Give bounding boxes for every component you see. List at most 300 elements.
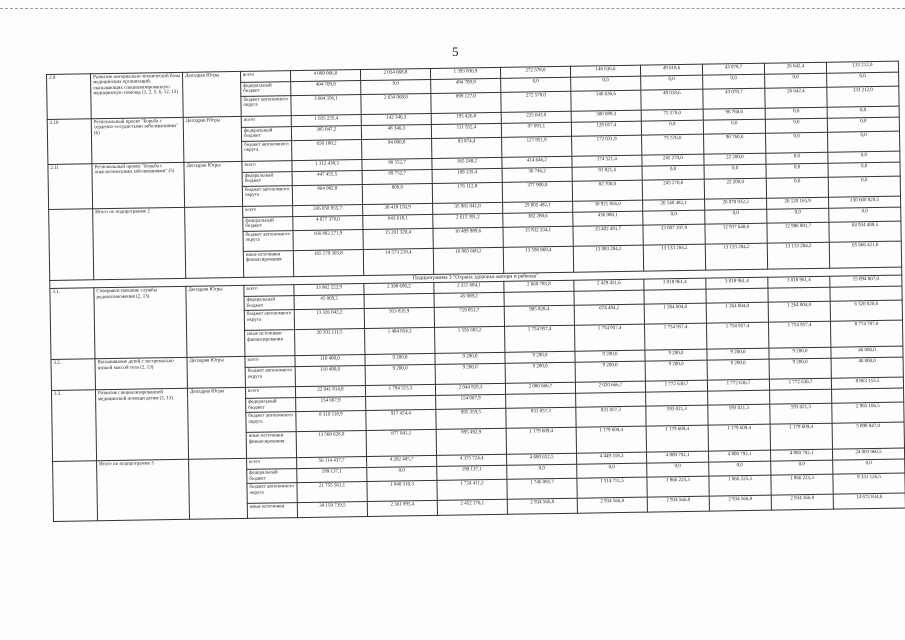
value-cell: 65 666 421,0 (829, 241, 901, 268)
value-cell: 0,0 (765, 73, 827, 88)
funding-source: всего (242, 161, 292, 173)
value-cell: 29 805 492,1 (503, 201, 573, 213)
value-cell: 43 078,7 (703, 88, 765, 109)
value-cell: 2 080 666,7 (505, 383, 575, 395)
value-cell: 245 270,0 (642, 179, 704, 200)
value-cell: 831 057,3 (506, 408, 576, 429)
value-cell: 1 754 957,4 (505, 326, 575, 353)
value-cell: 593 021,3 (708, 404, 770, 425)
value-cell: 64 934 408,5 (829, 221, 901, 242)
value-cell: 1 179 609,4 (506, 428, 576, 455)
value-cell (646, 391, 708, 406)
value-cell: 1 484 854,3 (365, 328, 435, 355)
value-cell: 9 200,0 (645, 360, 707, 381)
value-cell: 8 863 153,5 (831, 377, 903, 389)
value-cell: 15 402 491,7 (573, 225, 643, 246)
item-executor: Депздрав Югры (187, 388, 246, 460)
value-cell (708, 390, 770, 405)
value-cell: 26 070 932,2 (705, 198, 767, 210)
value-cell: 2 020 666,7 (575, 381, 645, 393)
value-cell: 199 137,1 (437, 466, 507, 481)
value-cell: 22 041 814,8 (295, 386, 365, 398)
value-cell: 4 099 066,0 (290, 70, 360, 82)
budget-table-body (47, 61, 905, 522)
value-cell: 35 981 041,0 (433, 202, 503, 214)
value-cell: 15 094 807,0 (830, 275, 902, 287)
value-cell: 1 866 225,3 (647, 476, 709, 497)
item-executor: Депздрав Югры (182, 71, 241, 117)
value-cell: 2 321 604,1 (434, 282, 504, 294)
value-cell: 0,0 (703, 74, 765, 89)
value-cell: 593 021,3 (770, 403, 832, 424)
value-cell: 0,0 (766, 177, 828, 198)
value-cell (706, 288, 768, 303)
value-cell: 1 794 515,5 (365, 385, 435, 397)
value-cell: 9 200,0 (707, 348, 769, 360)
value-cell: 2 034 068,8 (361, 93, 431, 114)
value-cell: 96 760,0 (704, 133, 766, 154)
value-cell: 165 179 305,8 (293, 250, 363, 277)
value-cell: 0,0 (828, 131, 900, 152)
funding-source: бюджет автономного округа (246, 412, 296, 433)
value-cell: 0,0 (766, 152, 828, 164)
value-cell: 414 646,2 (502, 156, 572, 168)
value-cell: 56 114 437,7 (297, 457, 367, 469)
item-executor: Депздрав Югры (183, 116, 242, 162)
value-cell: 0,0 (367, 467, 437, 482)
value-cell: 75 570,0 (641, 109, 703, 121)
value-cell: 91 821,4 (572, 166, 642, 181)
value-cell: 49 018,6 (640, 64, 702, 76)
value-cell: 9 200,0 (365, 354, 435, 366)
value-cell: 75 570,0 (642, 134, 704, 155)
funding-source: бюджет автономного округа (242, 141, 292, 162)
value-cell: 0,0 (766, 163, 828, 178)
value-cell: 1 772 630,7 (645, 380, 707, 392)
value-cell: 9 200,0 (505, 363, 575, 384)
value-cell: 8 319 118,9 (296, 411, 366, 432)
value-cell: 9 331 126,5 (833, 473, 905, 494)
value-cell: 30 921 856,0 (573, 200, 643, 212)
value-cell: 15 083 284,2 (573, 245, 643, 272)
value-cell: 195 426,8 (431, 112, 501, 124)
item-executor (185, 206, 244, 278)
value-cell: 26 642,4 (765, 87, 827, 108)
value-cell: 0,0 (827, 72, 899, 87)
value-cell: 128 057,4 (571, 121, 641, 136)
item-number: 2.9 (47, 74, 92, 120)
value-cell: 0,0 (767, 208, 829, 223)
funding-source: иные источники финансирования (243, 251, 293, 278)
item-name: Выхаживание детей с экстремально низкой массой тела (2, 13) (95, 358, 187, 390)
item-name: Совершенствование службы родовспоможения (2, 13) (94, 287, 187, 359)
value-cell: 34 159 739,5 (297, 502, 367, 518)
value-cell: 154 067,9 (296, 397, 366, 412)
value-cell: 0,0 (641, 75, 703, 90)
value-cell: 0,0 (828, 151, 900, 163)
value-cell: 48 346,3 (361, 124, 431, 139)
value-cell: 13 326 042,2 (294, 309, 364, 330)
value-cell: 0,0 (765, 118, 827, 133)
funding-source: бюджет автономного округа (245, 367, 295, 388)
value-cell: 43 078,7 (702, 63, 764, 75)
value-cell: 4 375 724,4 (437, 455, 507, 467)
item-name: Развитие материально-технической базы медицинских организаций, оказывающих специализированную медицинскую помощь (1, 2, 5, 6, 12, 13) (91, 72, 184, 118)
value-cell (504, 292, 574, 307)
value-cell: 1 746 085,7 (507, 479, 577, 500)
value-cell: 650 188,2 (292, 140, 362, 161)
value-cell: 1 264 004,0 (706, 302, 768, 323)
value-cell: 36 746,2 (502, 167, 572, 182)
value-cell: 377 900,0 (502, 181, 572, 202)
value-cell: 0,0 (829, 207, 901, 222)
item-number: 3.1. (50, 288, 95, 360)
value-cell: 4 800 792,1 (771, 449, 833, 461)
value-cell (364, 294, 434, 309)
value-cell: 0,0 (642, 165, 704, 180)
value-cell: 719 851,7 (434, 307, 504, 328)
item-number (53, 461, 98, 522)
value-cell: 245 270,0 (642, 154, 704, 166)
value-cell: 0,0 (766, 132, 828, 153)
value-cell: 0,0 (771, 460, 833, 475)
value-cell: 46 000,0 (831, 357, 903, 378)
item-name: Развитие специализированной медицинской помощи детям (2, 13) (95, 389, 188, 461)
value-cell: 1 264 004,0 (644, 303, 706, 324)
value-cell: 0,0 (647, 462, 709, 477)
value-cell: 4 680 652,5 (507, 454, 577, 466)
value-cell: 45 069,2 (294, 295, 364, 310)
funding-source: федеральный бюджет (242, 172, 292, 187)
value-cell: 154 067,9 (436, 395, 506, 410)
funding-source: всего (247, 458, 297, 470)
value-cell: 365 248,2 (432, 157, 502, 169)
value-cell: 1 393 836,9 (430, 67, 500, 79)
value-cell: 1 754 957,4 (768, 322, 830, 349)
funding-source: бюджет автономного округа (241, 96, 291, 117)
value-cell: 127 951,9 (502, 136, 572, 157)
value-cell: 0,0 (827, 117, 899, 132)
value-cell: 89 752,7 (362, 169, 432, 184)
value-cell: 83 874,4 (432, 137, 502, 158)
funding-source: всего (243, 206, 293, 218)
value-cell: 0,0 (765, 107, 827, 119)
value-cell: 9 200,0 (575, 361, 645, 382)
value-cell: 15 832 334,1 (503, 226, 573, 247)
value-cell: 1 866 225,3 (709, 475, 771, 496)
value-cell (574, 290, 644, 305)
value-cell: 385 047,2 (291, 126, 361, 141)
funding-source: всего (245, 387, 295, 399)
value-cell: 9 200,0 (575, 350, 645, 362)
value-cell: 14 672 834,0 (833, 493, 905, 509)
value-cell: 1 035 235,4 (291, 115, 361, 127)
value-cell: 382 288,6 (503, 212, 573, 227)
item-executor: Депздрав Югры (184, 161, 243, 207)
value-cell: 447 455,5 (292, 171, 362, 186)
value-cell: 0,0 (703, 119, 765, 134)
value-cell (576, 392, 646, 407)
value-cell: 494 709,9 (431, 78, 501, 93)
value-cell (830, 286, 902, 301)
value-cell: 4 202 405,7 (367, 456, 437, 468)
value-cell: 174 521,4 (572, 155, 642, 167)
value-cell: 272 578,0 (500, 66, 570, 78)
value-cell: 146 636,6 (571, 90, 641, 111)
value-cell: 1 772 630,7 (707, 379, 769, 391)
value-cell: 33 962 222,9 (294, 284, 364, 296)
funding-source: федеральный бюджет (244, 296, 294, 311)
value-cell: 0,0 (361, 79, 431, 94)
value-cell: 1 179 609,4 (646, 425, 708, 452)
value-cell: 0,0 (828, 162, 900, 177)
value-cell: 142 346,3 (361, 113, 431, 125)
funding-source: федеральный бюджет (243, 217, 293, 232)
value-cell: 1 866 225,3 (771, 474, 833, 495)
value-cell: 110 400,0 (295, 355, 365, 367)
value-cell: 2 934 566,8 (647, 496, 709, 512)
value-cell: 1 179 609,4 (576, 426, 646, 453)
value-cell: 3 604 356,1 (291, 95, 361, 116)
value-cell: 800,0 (362, 183, 432, 204)
value-cell: 146 636,6 (570, 65, 640, 77)
value-cell: 0,0 (709, 461, 771, 476)
value-cell: 24 003 960,5 (832, 448, 904, 460)
value-cell (770, 389, 832, 404)
value-cell: 2 965 106,5 (832, 402, 904, 423)
value-cell: 1 754 957,4 (575, 324, 645, 351)
item-name: Региональный проект "Борьба с сердечно-сосудистыми заболеваниями" (6) (91, 117, 184, 163)
value-cell: 13 568 628,0 (296, 431, 366, 458)
value-cell: 176 112,8 (432, 182, 502, 203)
funding-source: всего (241, 116, 291, 128)
value-cell: 0,0 (705, 209, 767, 224)
funding-source: бюджет автономного округа (243, 231, 293, 252)
value-cell: 593 021,3 (646, 405, 708, 426)
funding-source: бюджет автономного округа (247, 483, 297, 504)
value-cell: 45 069,2 (434, 293, 504, 308)
value-cell: 0,0 (507, 465, 577, 480)
value-cell: 494 709,9 (291, 81, 361, 96)
funding-source: бюджет автономного округа (242, 186, 292, 207)
value-cell: 0,0 (577, 463, 647, 478)
value-cell: 0,0 (827, 106, 899, 118)
value-cell: 13 133 284,2 (767, 242, 829, 269)
value-cell: 110 400,0 (295, 366, 365, 387)
value-cell: 22 200,0 (704, 178, 766, 199)
value-cell: 5 898 047,0 (832, 422, 904, 449)
value-cell: 199 137,1 (297, 468, 367, 483)
value-cell: 2 044 920,3 (435, 384, 505, 396)
value-cell: 2 361 895,4 (367, 501, 437, 517)
value-cell: 166 802 271,9 (293, 230, 363, 251)
value-cell: 436 080,1 (573, 211, 643, 226)
value-cell: 2 934 566,8 (577, 497, 647, 513)
value-cell: 643 618,1 (363, 214, 433, 229)
value-cell: 26 642,4 (764, 62, 826, 74)
value-cell: 130 600 829,5 (829, 196, 901, 208)
value-cell: 2 615 391,2 (433, 213, 503, 228)
funding-source: федеральный бюджет (241, 82, 291, 97)
value-cell: 1 724 411,2 (437, 480, 507, 501)
funding-source: федеральный бюджет (247, 469, 297, 484)
value-cell: 13 590 869,4 (503, 246, 573, 273)
funding-source: иные источники финансирования (246, 432, 296, 459)
item-name: Региональный проект "Борьба с онкологическими заболеваниями" (5) (92, 162, 185, 208)
value-cell: 1 840 310,3 (367, 481, 437, 502)
item-number: 3.3. (51, 390, 96, 462)
value-cell: 9 200,0 (769, 348, 831, 360)
funding-source: всего (245, 356, 295, 368)
value-cell: 877 041,1 (366, 430, 436, 457)
value-cell: 13 133 284,2 (705, 243, 767, 270)
item-name: Итого по подпрограмме 3 (97, 460, 190, 521)
value-cell: 1 179 609,4 (770, 423, 832, 450)
value-cell: 674 494,2 (574, 304, 644, 325)
value-cell: 12 937 648,0 (705, 223, 767, 244)
value-cell: 2 452 176,1 (437, 500, 507, 516)
value-cell: 1 514 751,5 (577, 477, 647, 498)
value-cell: 13 007 197,9 (643, 224, 705, 245)
value-cell: 111 552,4 (431, 123, 501, 138)
value-cell: 0,0 (571, 76, 641, 91)
funding-source: бюджет автономного округа (244, 310, 294, 331)
value-cell: 96 760,0 (703, 108, 765, 120)
value-cell: 4 077 378,0 (293, 216, 363, 231)
value-cell: 133 212,0 (826, 61, 898, 73)
value-cell: 2 934 566,8 (507, 499, 577, 515)
funding-source: федеральный бюджет (241, 127, 291, 142)
value-cell: 3 018 961,4 (706, 277, 768, 289)
value-cell: 864 982,8 (292, 185, 362, 206)
value-cell: 2 034 068,8 (360, 68, 430, 80)
value-cell: 3 018 961,4 (768, 277, 830, 289)
value-cell: 1 264 004,0 (768, 302, 830, 323)
item-number: 2.11 (48, 164, 93, 210)
value-cell: 14 573 218,4 (363, 248, 433, 275)
value-cell: 9 200,0 (707, 359, 769, 380)
subprogram-heading: Подпрограмма 3 "Охрана здоровья матери и ребенка" (50, 267, 902, 289)
value-cell: 1 179 609,4 (708, 424, 770, 451)
value-cell (366, 396, 436, 411)
funding-source: иные источники финансирования (245, 330, 295, 357)
value-cell: 995 359,5 (436, 409, 506, 430)
item-number (49, 209, 94, 281)
funding-source: федеральный бюджет (246, 398, 296, 413)
value-cell: 20 591 111,5 (295, 329, 365, 356)
value-cell: 0,0 (704, 164, 766, 179)
value-cell: 0,0 (501, 77, 571, 92)
funding-source: иные источники (247, 503, 297, 519)
value-cell: 4 800 792,1 (647, 451, 709, 463)
value-cell: 26 120 165,9 (767, 197, 829, 209)
value-cell: 12 986 881,7 (767, 222, 829, 243)
value-cell: 0,0 (643, 210, 705, 225)
value-cell: 9 200,0 (435, 364, 505, 385)
value-cell: 9 200,0 (505, 352, 575, 364)
value-cell: 22 200,0 (704, 153, 766, 165)
value-cell: 0,0 (833, 459, 905, 474)
value-cell: 26 140 482,1 (643, 199, 705, 211)
value-cell: 1 754 957,4 (706, 322, 768, 349)
value-cell: 0,0 (828, 176, 900, 197)
item-executor (189, 459, 248, 520)
value-cell: 0,0 (641, 120, 703, 135)
value-cell: 336 058 955,7 (293, 205, 363, 217)
value-cell: 1 556 683,2 (435, 327, 505, 354)
value-cell: 9 200,0 (645, 349, 707, 361)
budget-table (46, 61, 905, 523)
value-cell: 899 127,0 (431, 92, 501, 113)
value-cell (832, 388, 904, 403)
value-cell: 6 320 020,0 (830, 300, 902, 321)
value-cell: 49 018,6 (641, 89, 703, 110)
value-cell: 831 057,3 (576, 406, 646, 427)
item-executor: Депздрав Югры (187, 357, 245, 389)
value-cell: 9 200,0 (435, 353, 505, 365)
value-cell: 3 018 961,4 (644, 278, 706, 290)
value-cell: 97 091,1 (501, 122, 571, 137)
value-cell: 2 398 690,2 (364, 283, 434, 295)
value-cell: 917 474,4 (366, 410, 436, 431)
value-cell: 16 865 660,2 (433, 247, 503, 274)
value-cell (644, 289, 706, 304)
value-cell: 94 000,0 (362, 138, 432, 159)
value-cell: 905 828,4 (504, 306, 574, 327)
value-cell: 300 089,3 (571, 110, 641, 122)
value-cell: 225 043,0 (501, 111, 571, 123)
page-number: 5 (452, 44, 459, 59)
value-cell: 30 418 150,9 (363, 203, 433, 215)
value-cell: 4 800 792,1 (709, 450, 771, 462)
funding-source: всего (240, 71, 290, 83)
item-number: 2.10 (47, 119, 92, 165)
value-cell: 15 201 320,4 (363, 228, 433, 249)
budget-table-sheet (46, 61, 905, 634)
value-cell: 2 934 566,8 (771, 494, 833, 510)
value-cell: 1 754 957,4 (645, 323, 707, 350)
value-cell: 9 200,0 (365, 365, 435, 386)
value-cell: 272 578,0 (501, 91, 571, 112)
value-cell: 8 774 787,0 (830, 320, 902, 347)
value-cell: 13 133 284,2 (643, 244, 705, 271)
page-top-edge (0, 8, 905, 9)
value-cell: 1 312 438,3 (292, 160, 362, 172)
value-cell: 2 934 566,8 (709, 495, 771, 511)
value-cell: 16 499 989,6 (433, 227, 503, 248)
value-cell: 46 000,0 (831, 346, 903, 358)
funding-source: всего (244, 285, 294, 297)
value-cell: 895 492,9 (436, 429, 506, 456)
value-cell: 189 135,4 (432, 168, 502, 183)
value-cell: 2 660 785,8 (504, 281, 574, 293)
item-number: 3.2. (51, 359, 95, 391)
value-cell: 1 772 630,7 (769, 378, 831, 390)
value-cell: 90 552,7 (362, 158, 432, 170)
item-name: Итого по подпрограмме 2 (93, 207, 186, 279)
value-cell (506, 394, 576, 409)
value-cell: 2 429 451,6 (574, 279, 644, 291)
value-cell: 172 031,9 (572, 135, 642, 156)
value-cell: 82 700,0 (572, 180, 642, 201)
value-cell: 133 212,0 (827, 86, 899, 107)
value-cell: 9 200,0 (769, 359, 831, 380)
item-executor: Депздрав Югры (186, 286, 245, 358)
value-cell: 21 755 561,1 (297, 482, 367, 503)
value-cell: 913 835,9 (364, 308, 434, 329)
value-cell (768, 288, 830, 303)
value-cell: 4 449 318,3 (577, 452, 647, 464)
